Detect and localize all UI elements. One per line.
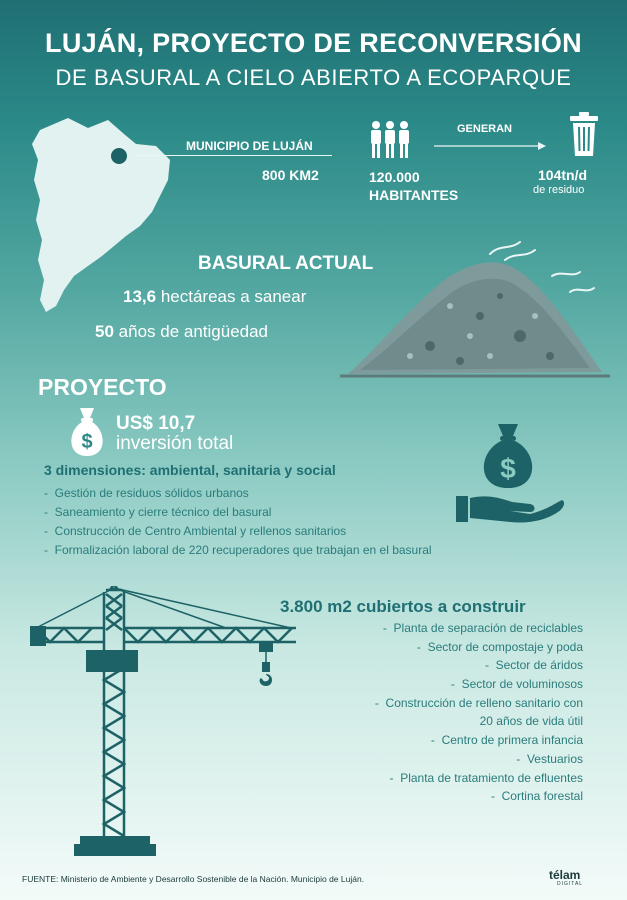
people-icon — [368, 120, 412, 160]
construccion-list — [375, 619, 583, 806]
hectareas-value: 13,6 — [123, 287, 157, 306]
list-item: - Construcción de relleno sanitario con — [374, 695, 583, 710]
municipio-label: MUNICIPIO DE LUJÁN — [186, 139, 313, 153]
list-item: - Sector de compostaje y poda — [416, 639, 583, 654]
proyecto-title: PROYECTO — [38, 374, 167, 400]
list-item: - Planta de separación de reciclables — [382, 621, 583, 635]
residuos-label: de residuo — [533, 184, 585, 196]
list-item: - Vestuarios — [516, 751, 583, 766]
municipio-location-marker — [111, 148, 127, 164]
residuos-value: 104tn/d — [538, 167, 588, 183]
list-item: - Formalización laboral de 220 recuperadores que trabajan en el basural — [44, 543, 432, 557]
list-item: - Cortina forestal — [490, 789, 583, 804]
page-subtitle: DE BASURAL A CIELO ABIERTO A ECOPARQUE — [55, 65, 572, 90]
municipio-area: 800 KM2 — [262, 167, 319, 183]
inversion-amount: US$ 10,7 — [116, 413, 196, 434]
antiguedad-value: 50 — [95, 322, 114, 341]
list-item: 20 años de vida útil — [479, 714, 583, 729]
trash-can-icon — [568, 110, 600, 158]
arrow-right-icon — [434, 141, 546, 151]
hectareas-label: hectáreas a sanear — [160, 287, 307, 306]
habitantes-label: HABITANTES — [369, 187, 459, 203]
habitantes-count — [369, 168, 458, 204]
landfill-pile-icon — [340, 236, 610, 386]
list-item: - Sector de áridos — [484, 658, 583, 673]
list-item: - Construcción de Centro Ambiental y rellenos sanitarios — [44, 524, 347, 538]
list-item: - Planta de tratamiento de efluentes — [389, 770, 583, 785]
inversion-label: inversión total — [116, 433, 234, 454]
hectareas-stat — [123, 287, 306, 307]
money-bag-icon — [66, 406, 108, 458]
svg-text:$: $ — [500, 453, 516, 484]
list-item: - Centro de primera infancia — [430, 733, 583, 748]
antiguedad-label: años de antigüedad — [118, 322, 269, 341]
dimensiones-list — [44, 484, 432, 560]
list-item: - Sector de voluminosos — [450, 677, 583, 692]
svg-text:$: $ — [81, 431, 93, 453]
basural-title: BASURAL ACTUAL — [198, 253, 374, 274]
habitantes-value: 120.000 — [369, 169, 420, 185]
list-item: - Gestión de residuos sólidos urbanos — [44, 486, 249, 500]
telam-logo-sub: DIGITAL — [557, 881, 584, 887]
municipio-leader-line — [132, 155, 332, 156]
tower-crane-icon — [26, 586, 304, 858]
construccion-title: 3.800 m2 cubiertos a construir — [280, 597, 526, 616]
list-item: - Saneamiento y cierre técnico del basural — [44, 505, 272, 519]
dimensiones-title: 3 dimensiones: ambiental, sanitaria y social — [44, 462, 336, 478]
antiguedad-stat — [95, 322, 268, 342]
source-note: FUENTE: Ministerio de Ambiente y Desarrollo Sostenible de la Nación. Municipio de Luján. — [22, 874, 365, 884]
hand-with-money-bag-icon — [454, 418, 566, 530]
page-title: LUJÁN, PROYECTO DE RECONVERSIÓN — [45, 28, 582, 58]
telam-logo: télam — [549, 868, 581, 882]
generan-label: GENERAN — [457, 123, 513, 135]
